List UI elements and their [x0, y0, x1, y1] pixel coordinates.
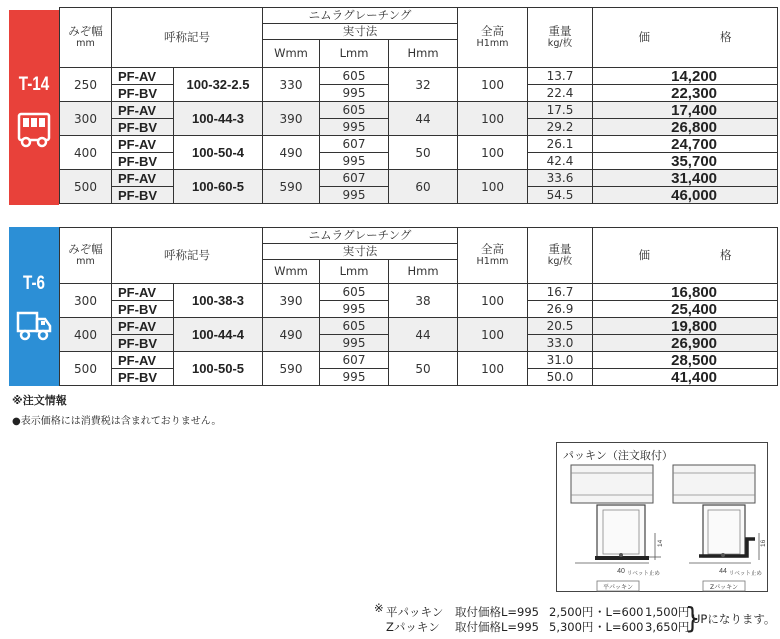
weight-header: 重量 kg/枚 [528, 8, 593, 68]
rivet-label-right: リベット止め [729, 571, 762, 577]
price-cell: 19,800 [593, 318, 778, 335]
width-cell: 250 [60, 68, 112, 102]
price-cell: 16,800 [593, 284, 778, 301]
z-packing-caption: Zパッキン [709, 584, 739, 591]
packing-box-title: パッキン（注文取付） [563, 449, 673, 462]
code-cell: PF-AV [112, 284, 174, 301]
kg-cell: 33.0 [528, 335, 593, 352]
dims-header: 実寸法 [263, 244, 458, 260]
order-info-heading: ※注文情報 [12, 394, 67, 407]
table-row [60, 318, 778, 335]
kg-cell: 33.6 [528, 170, 593, 187]
code-header: 呼称記号 [112, 8, 263, 68]
grating-header: ニムラグレーチング [263, 8, 458, 24]
kg-cell: 54.5 [528, 187, 593, 204]
price-cell: 22,300 [593, 85, 778, 102]
size-cell: 100-60-5 [174, 170, 263, 204]
kg-cell: 31.0 [528, 352, 593, 369]
h-header: Hmm [389, 40, 458, 68]
rivet-label-left: リベット止め [627, 571, 660, 577]
h1-cell: 100 [458, 170, 528, 204]
w-cell: 590 [263, 170, 320, 204]
h-cell: 50 [389, 136, 458, 170]
dims-header: 実寸法 [263, 24, 458, 40]
dim-40-label: 40 [617, 568, 625, 575]
w-cell: 490 [263, 318, 320, 352]
t14-side-tab [9, 10, 59, 205]
l-cell: 995 [320, 119, 389, 136]
kg-cell: 26.1 [528, 136, 593, 153]
h1-cell: 100 [458, 284, 528, 318]
kg-cell: 29.2 [528, 119, 593, 136]
l-cell: 607 [320, 170, 389, 187]
code-cell: PF-BV [112, 301, 174, 318]
size-cell: 100-50-4 [174, 136, 263, 170]
dim-44-label: 44 [719, 568, 727, 575]
h-cell: 60 [389, 170, 458, 204]
brace-glyph: } [685, 601, 701, 635]
price-995: 2,500円 [549, 605, 594, 619]
l-cell: 607 [320, 136, 389, 153]
up-note: UPになります。 [692, 612, 776, 626]
flat-packing-caption: 平パッキン [603, 584, 633, 591]
w-cell: 390 [263, 102, 320, 136]
notes [12, 392, 221, 427]
h-cell: 32 [389, 68, 458, 102]
code-cell: PF-AV [112, 352, 174, 369]
l-cell: 995 [320, 85, 389, 102]
truck-icon [16, 307, 52, 343]
price-cell: 35,700 [593, 153, 778, 170]
width-cell: 500 [60, 170, 112, 204]
packing-cross-section-diagram [557, 443, 769, 593]
l-cell: 605 [320, 68, 389, 85]
width-header: みぞ幅 mm [60, 8, 112, 68]
code-cell: PF-BV [112, 187, 174, 204]
table-row [60, 284, 778, 301]
t14-tab-label: T-14 [18, 74, 50, 95]
price-header: 価 格 [593, 8, 778, 68]
price-label-600: ・L=600 [594, 620, 644, 634]
packing-price-note [374, 600, 774, 638]
t6-side-tab [9, 227, 59, 386]
code-cell: PF-BV [112, 369, 174, 386]
l-header: Lmm [320, 40, 389, 68]
weight-header: 重量 kg/枚 [528, 228, 593, 284]
price-600: 1,500円 [645, 605, 690, 619]
asterisk-mark: ※ [374, 601, 384, 615]
h-cell: 50 [389, 352, 458, 386]
width-cell: 400 [60, 136, 112, 170]
l-cell: 995 [320, 301, 389, 318]
table-row [60, 68, 778, 85]
width-cell: 300 [60, 284, 112, 318]
kg-cell: 16.7 [528, 284, 593, 301]
size-cell: 100-44-4 [174, 318, 263, 352]
l-cell: 607 [320, 352, 389, 369]
price-cell: 46,000 [593, 187, 778, 204]
code-cell: PF-AV [112, 170, 174, 187]
price-header: 価 格 [593, 228, 778, 284]
width-header: みぞ幅 mm [60, 228, 112, 284]
w-cell: 590 [263, 352, 320, 386]
h-header: Hmm [389, 260, 458, 284]
h-cell: 44 [389, 318, 458, 352]
kg-cell: 17.5 [528, 102, 593, 119]
code-cell: PF-AV [112, 318, 174, 335]
price-label-995: 取付価格L=995 [455, 620, 539, 634]
h1-cell: 100 [458, 318, 528, 352]
packing-name: Zパッキン [386, 620, 440, 634]
table-row [60, 352, 778, 369]
table-row [60, 102, 778, 119]
price-cell: 17,400 [593, 102, 778, 119]
grating-header: ニムラグレーチング [263, 228, 458, 244]
price-cell: 24,700 [593, 136, 778, 153]
price-cell: 14,200 [593, 68, 778, 85]
l-cell: 995 [320, 153, 389, 170]
w-cell: 490 [263, 136, 320, 170]
price-600: 3,650円 [645, 620, 690, 634]
kg-cell: 13.7 [528, 68, 593, 85]
t6-spec-table [59, 227, 778, 386]
size-cell: 100-50-5 [174, 352, 263, 386]
h-cell: 44 [389, 102, 458, 136]
t6-tab-label: T-6 [23, 273, 45, 294]
code-cell: PF-AV [112, 68, 174, 85]
price-cell: 26,800 [593, 119, 778, 136]
width-cell: 300 [60, 102, 112, 136]
kg-cell: 42.4 [528, 153, 593, 170]
size-cell: 100-32-2.5 [174, 68, 263, 102]
h-cell: 38 [389, 284, 458, 318]
price-cell: 25,400 [593, 301, 778, 318]
h1-cell: 100 [458, 68, 528, 102]
code-cell: PF-AV [112, 136, 174, 153]
dim-14-label: 14 [657, 539, 664, 547]
l-cell: 995 [320, 335, 389, 352]
l-cell: 995 [320, 369, 389, 386]
packing-name: 平パッキン [386, 605, 444, 619]
w-cell: 330 [263, 68, 320, 102]
kg-cell: 22.4 [528, 85, 593, 102]
code-cell: PF-BV [112, 335, 174, 352]
price-cell: 26,900 [593, 335, 778, 352]
packing-diagram [556, 442, 768, 592]
table-row [60, 136, 778, 153]
w-header: Wmm [263, 40, 320, 68]
l-header: Lmm [320, 260, 389, 284]
t14-spec-table [59, 7, 778, 204]
l-cell: 995 [320, 187, 389, 204]
kg-cell: 20.5 [528, 318, 593, 335]
price-cell: 31,400 [593, 170, 778, 187]
l-cell: 605 [320, 318, 389, 335]
price-995: 5,300円 [549, 620, 594, 634]
height-header: 全高 H1mm [458, 228, 528, 284]
code-cell: PF-BV [112, 85, 174, 102]
code-cell: PF-AV [112, 102, 174, 119]
h1-cell: 100 [458, 352, 528, 386]
size-cell: 100-38-3 [174, 284, 263, 318]
w-header: Wmm [263, 260, 320, 284]
code-cell: PF-BV [112, 153, 174, 170]
fire-truck-icon [17, 112, 51, 148]
code-cell: PF-BV [112, 119, 174, 136]
z-packing-price-row [386, 619, 690, 636]
h1-cell: 100 [458, 136, 528, 170]
code-header: 呼称記号 [112, 228, 263, 284]
l-cell: 605 [320, 102, 389, 119]
kg-cell: 26.9 [528, 301, 593, 318]
width-cell: 400 [60, 318, 112, 352]
price-cell: 28,500 [593, 352, 778, 369]
kg-cell: 50.0 [528, 369, 593, 386]
size-cell: 100-44-3 [174, 102, 263, 136]
height-header: 全高 H1mm [458, 8, 528, 68]
price-label-995: 取付価格L=995 [455, 605, 539, 619]
w-cell: 390 [263, 284, 320, 318]
table-row [60, 170, 778, 187]
tax-note: ●表示価格には消費税は含まれておりません。 [12, 416, 222, 427]
l-cell: 605 [320, 284, 389, 301]
price-cell: 41,400 [593, 369, 778, 386]
width-cell: 500 [60, 352, 112, 386]
price-label-600: ・L=600 [594, 605, 644, 619]
h1-cell: 100 [458, 102, 528, 136]
dim-16-label: 16 [760, 539, 767, 547]
